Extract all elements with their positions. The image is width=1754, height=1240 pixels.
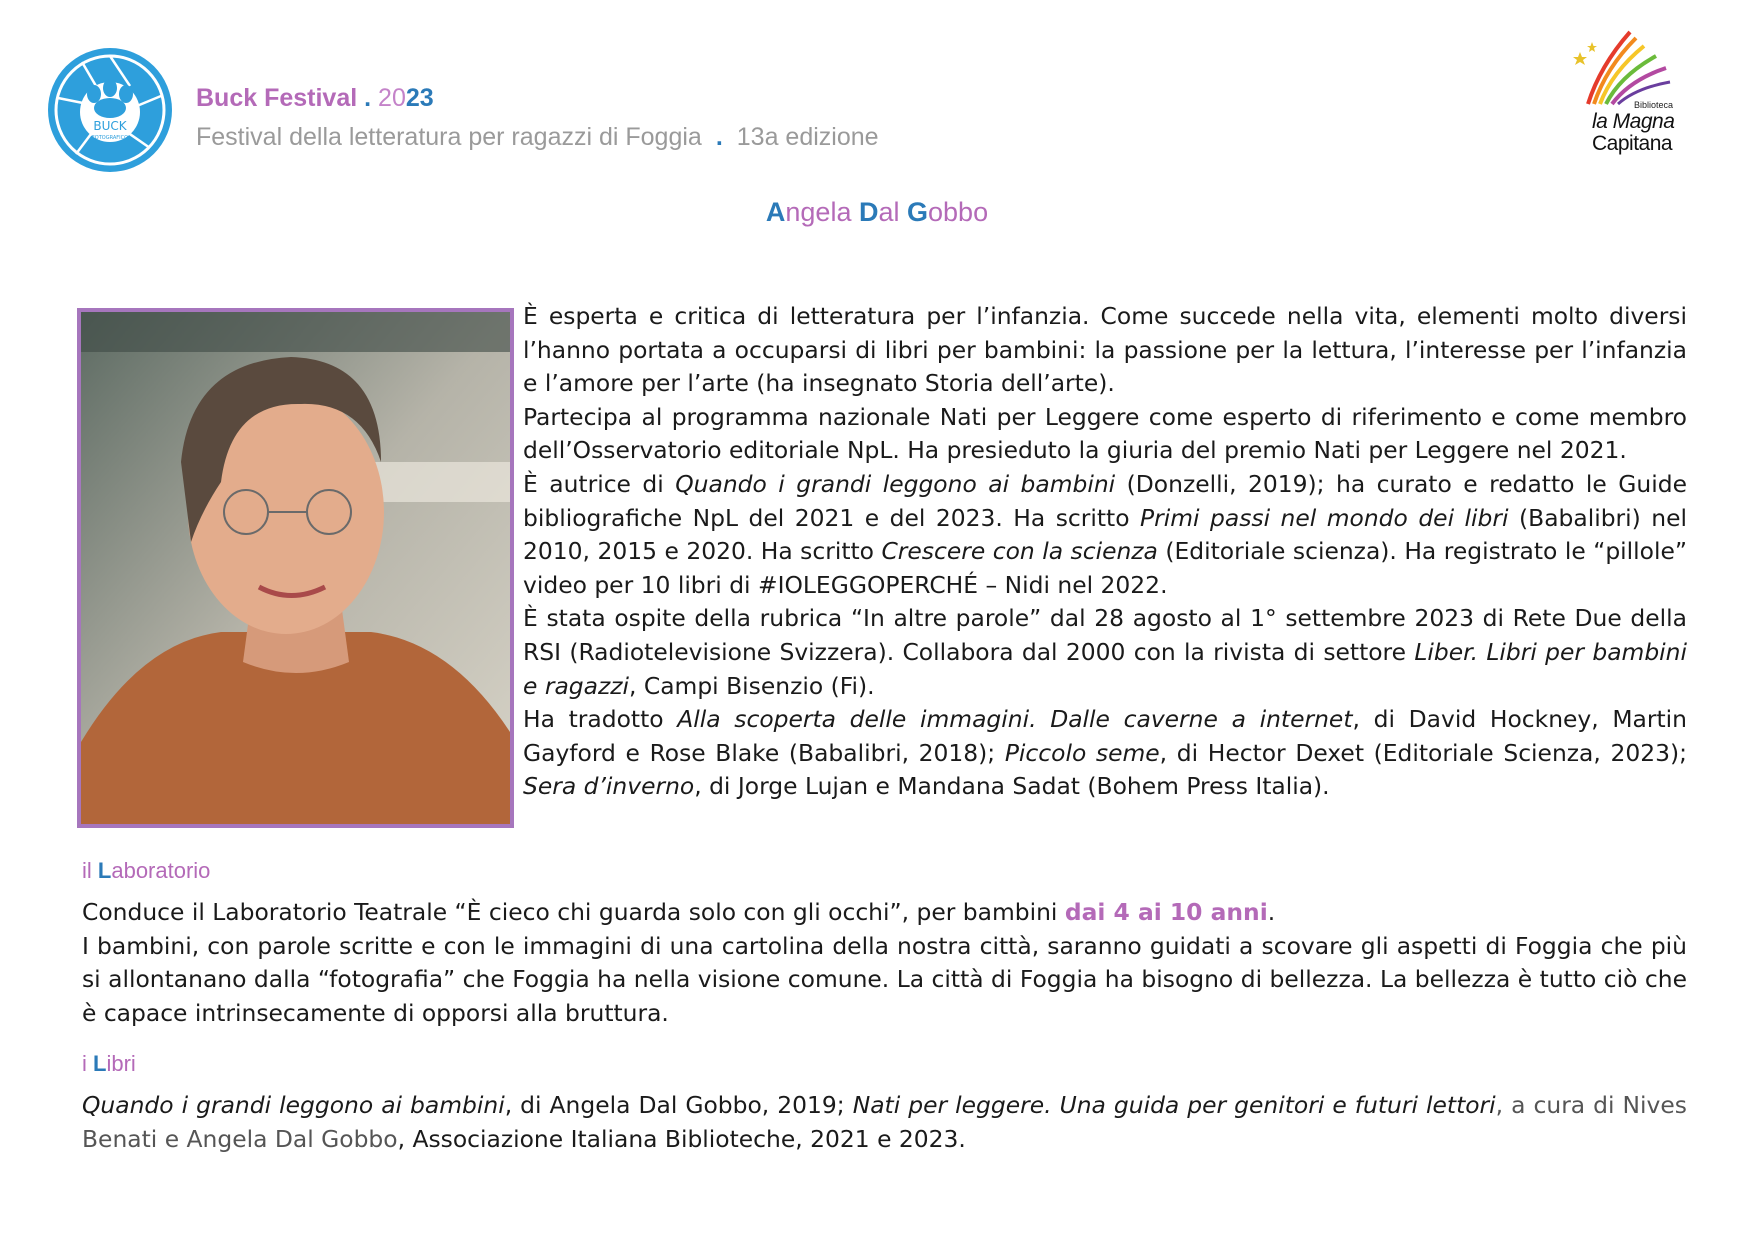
book-title: Nati per leggere. Una guida per genitori e futuri lettori xyxy=(852,1091,1496,1119)
bio-text: , di Hector Dexet (Editoriale Scienza, 2023); xyxy=(1159,738,1687,767)
bio-text: (Editoriale scienza). Ha registrato le “pillole” video per 10 libri di #IOLEGGOPERCHÉ – Nidi nel 2022. xyxy=(523,537,1687,599)
bio-text: È autrice di xyxy=(523,469,676,498)
author-photo xyxy=(77,308,514,828)
book-title: Primi passi nel mondo dei libri xyxy=(1140,503,1509,532)
festival-title xyxy=(196,84,434,113)
portrait-image xyxy=(81,312,510,824)
bio-text: , di Jorge Lujan e Mandana Sadat (Bohem Press Italia). xyxy=(694,772,1330,801)
bio-paragraph: È esperta e critica di letteratura per l’infanzia. Come succede nella vita, elementi molto diversi l’hanno portata a occuparsi di libri per bambini: la passione per la lettura, l’interesse per l’infanzia e l’amore per l’arte (ha insegnato Storia dell’arte). xyxy=(523,302,1687,398)
year-part2: 23 xyxy=(405,84,434,112)
biography xyxy=(523,300,1687,804)
rainbow-feather-icon xyxy=(1570,26,1688,106)
title-dot: . xyxy=(364,84,372,112)
lab-paragraph xyxy=(82,896,1687,930)
author-name-part: obbo xyxy=(928,197,989,227)
bio-text: , di David Hockney, Martin Gayford e Rose Blake (Babalibri, 2018); xyxy=(523,705,1688,767)
book-title: Alla scoperta delle immagini. Dalle caverne a internet xyxy=(677,705,1353,734)
bio-text: (Babalibri) nel 2010, 2015 e 2020. Ha scritto xyxy=(523,503,1688,566)
book-title: Crescere con la scienza xyxy=(881,537,1158,566)
magazine-title: Liber. Libri per bambini e ragazzi xyxy=(523,637,1687,700)
logo-subtext: FOTOGRAFICO xyxy=(91,135,129,141)
book-title: Quando i grandi leggono ai bambini xyxy=(82,1091,505,1119)
lab-text: Conduce il Laboratorio Teatrale “È cieco chi guarda solo con gli occhi”, per bambini xyxy=(82,898,1065,926)
subtitle-text: Festival della letteratura per ragazzi di Foggia xyxy=(196,123,702,151)
book-text: , a cura di Nives Benati e Angela Dal Gobbo xyxy=(82,1091,1687,1153)
author-name-part: al xyxy=(878,197,907,227)
author-name-part: ngela xyxy=(785,197,859,227)
year-part1: 20 xyxy=(378,84,406,112)
bio-text: È stata ospite della rubrica “In altre parole” dal 28 agosto al 1° settembre 2023 di Rete Due della RSI (Radiotelevisione Svizzera). Collabora dal 2000 con la rivista di settore xyxy=(523,604,1687,666)
author-initial-a: A xyxy=(765,197,786,227)
festival-name: Buck Festival xyxy=(196,84,358,112)
author-initial-g: G xyxy=(907,197,929,227)
libri-heading xyxy=(82,1051,136,1077)
age-range: dai 4 ai 10 anni xyxy=(1064,898,1268,926)
lab-paragraph: I bambini, con parole scritte e con le immagini di una cartolina della nostra città, saranno guidati a scovare gli aspetti di Foggia che più si allontanano dalla “fotografia” che Foggia ha nella visione comune. La città di Foggia ha bisogno di bellezza. La bellezza è tutto ciò che è capace intrinsecamente di opporsi alla bruttura. xyxy=(82,931,1687,1027)
libri-text xyxy=(82,1089,1687,1156)
heading-text: ibri xyxy=(106,1051,136,1076)
heading-initial: L xyxy=(93,1051,107,1076)
author-initial-d: D xyxy=(858,197,879,227)
laboratorio-text xyxy=(82,896,1687,1030)
laboratorio-heading xyxy=(82,858,210,884)
bio-paragraph xyxy=(523,703,1687,804)
book-text: , Associazione Italiana Biblioteche, 2021 e 2023. xyxy=(397,1124,966,1153)
bio-text: (Donzelli, 2019); ha curato e redatto le Guide bibliografiche NpL del 2021 e del 2023. Ha scritto xyxy=(523,469,1687,532)
logo-line2: Capitana xyxy=(1592,132,1673,155)
book-title: Piccolo seme xyxy=(1004,738,1160,767)
book-text: , di Angela Dal Gobbo, 2019; xyxy=(504,1091,853,1119)
bio-text: , Campi Bisenzio (Fi). xyxy=(629,671,875,700)
logo-small-text: Biblioteca xyxy=(1634,100,1674,110)
logo-text: BUCK xyxy=(93,119,127,133)
biblioteca-logo xyxy=(1570,26,1688,166)
bio-paragraph: Partecipa al programma nazionale Nati per Leggere come esperto di riferimento e come membro dell’Osservatorio editoriale NpL. Ha presieduto la giuria del premio Nati per Leggere nel 2021. xyxy=(523,402,1687,465)
festival-subtitle xyxy=(196,123,879,152)
paw-camera-icon xyxy=(46,46,174,174)
heading-text: i xyxy=(82,1051,93,1076)
bio-paragraph xyxy=(523,468,1687,602)
heading-text: aboratorio xyxy=(111,858,211,883)
buck-festival-logo xyxy=(46,46,174,174)
lab-text: . xyxy=(1267,898,1276,926)
heading-initial: L xyxy=(97,858,112,883)
subtitle-separator: . xyxy=(715,123,723,151)
book-title: Quando i grandi leggono ai bambini xyxy=(675,469,1116,498)
edition-text: 13a edizione xyxy=(736,123,879,151)
bio-paragraph xyxy=(523,602,1687,703)
author-name xyxy=(0,197,1754,228)
book-title: Sera d’inverno xyxy=(523,772,695,801)
heading-text: il xyxy=(82,858,98,883)
logo-line1: la Magna xyxy=(1592,110,1675,133)
bio-text: Ha tradotto xyxy=(523,705,678,734)
